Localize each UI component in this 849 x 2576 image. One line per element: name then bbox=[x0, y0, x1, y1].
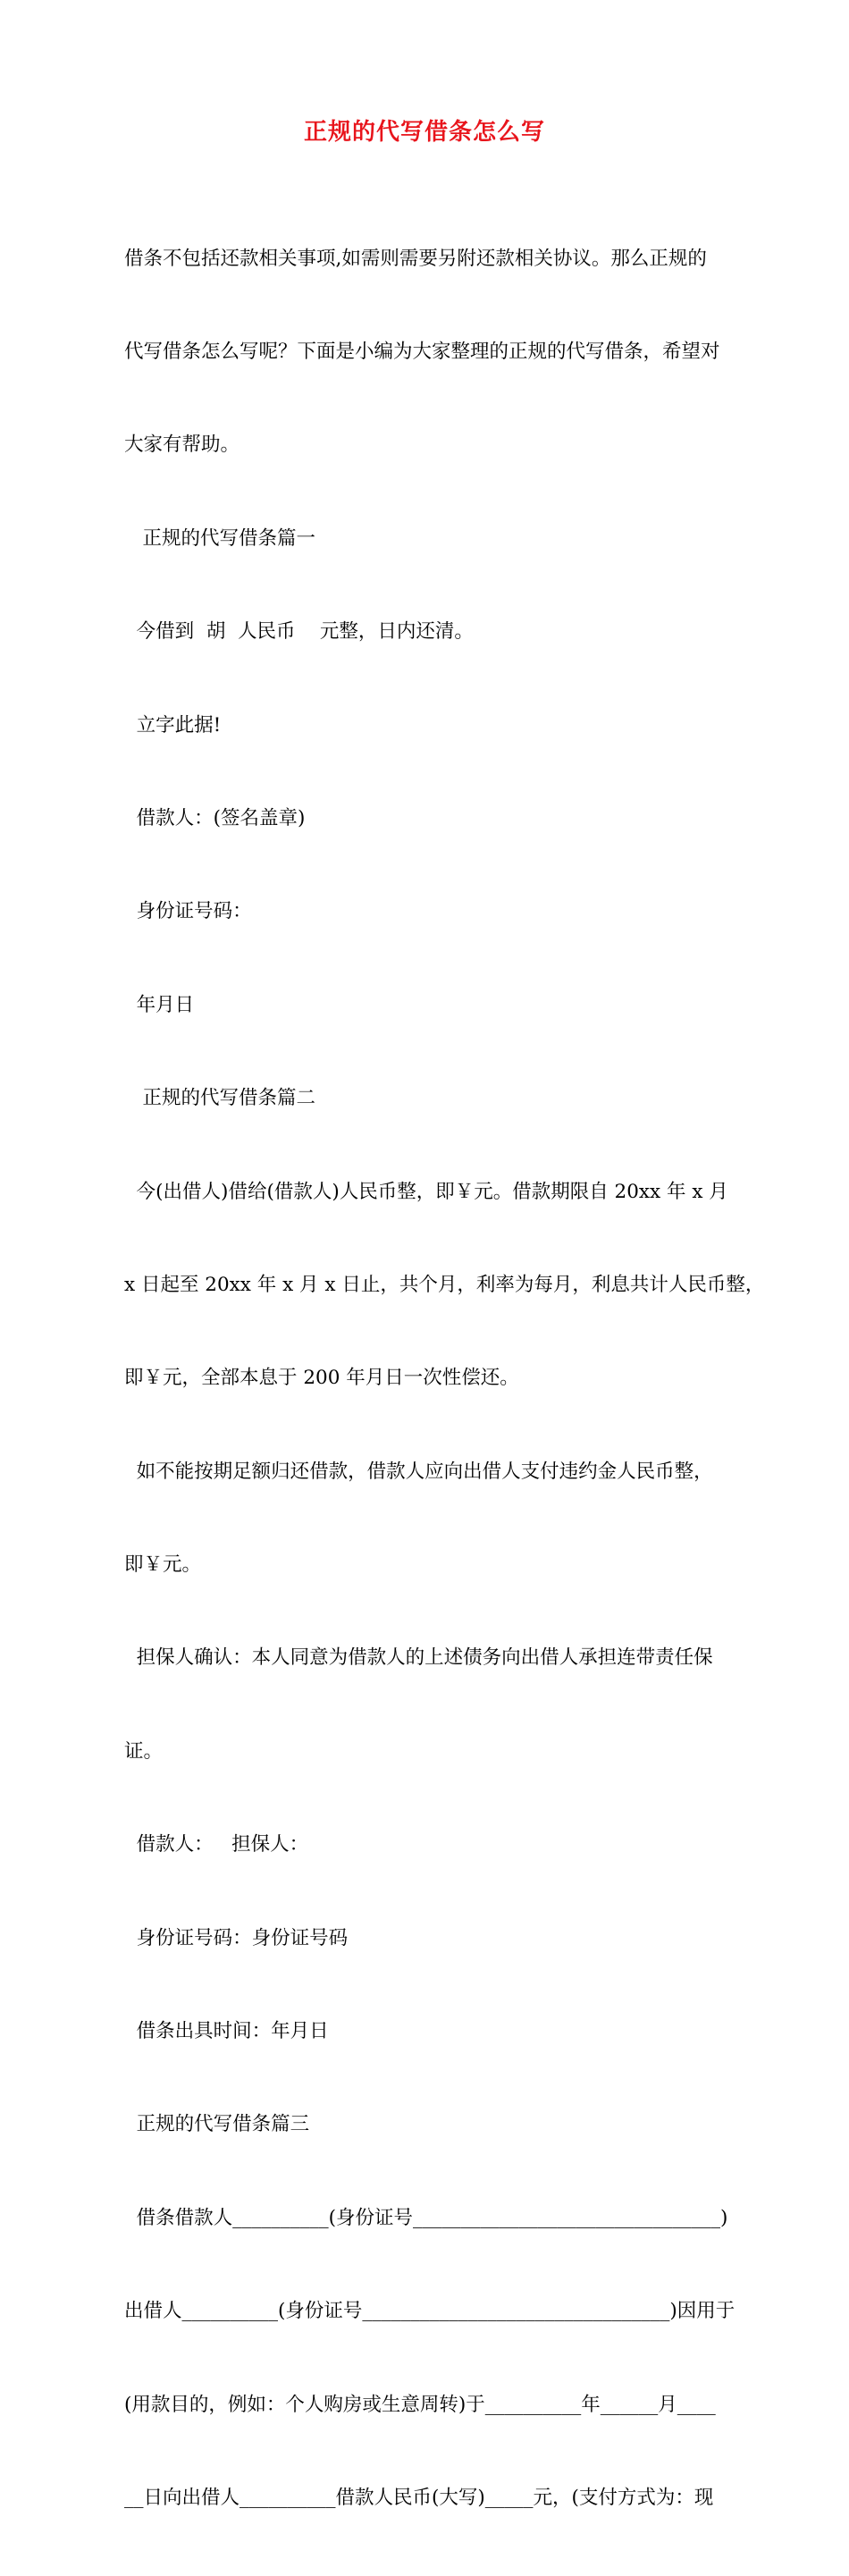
section-heading-1: 正规的代写借条篇一 bbox=[124, 526, 316, 550]
document-body bbox=[124, 181, 765, 2576]
paragraph-line: 大家有帮助。 bbox=[124, 434, 240, 457]
section-heading-3: 正规的代写借条篇三 bbox=[124, 2113, 310, 2136]
paragraph-line: 借款人：(签名盖章) bbox=[124, 806, 306, 829]
paragraph-line: 身份证号码：身份证号码 bbox=[124, 1926, 349, 1949]
paragraph-line: 立字此据! bbox=[124, 713, 222, 737]
paragraph-line: 如不能按期足额归还借款，借款人应向出借人支付违约金人民币整， bbox=[124, 1460, 713, 1483]
paragraph-line: 借条借款人__________(身份证号________________________________) bbox=[124, 2206, 728, 2229]
paragraph-line: 即￥元，全部本息于 200 年月日一次性偿还。 bbox=[124, 1367, 519, 1390]
paragraph-line: x 日起至 20xx 年 x 月 x 日止，共个月，利率为每月，利息共计人民币整， bbox=[124, 1273, 765, 1296]
paragraph-line: 担保人确认：本人同意为借款人的上述债务向出借人承担连带责任保 bbox=[124, 1646, 713, 1670]
paragraph-line: 借条不包括还款相关事项,如需则需要另附还款相关协议。那么正规的 bbox=[124, 247, 707, 270]
paragraph-line: __日向出借人__________借款人民币(大写)_____元，(支付方式为：现 bbox=[124, 2486, 714, 2509]
paragraph-line: (用款目的，例如：个人购房或生意周转)于__________年______月____ bbox=[124, 2393, 716, 2416]
paragraph-line: 借款人： 担保人： bbox=[124, 1833, 309, 1856]
section-heading-2: 正规的代写借条篇二 bbox=[124, 1087, 316, 1110]
paragraph-line: 证。 bbox=[124, 1739, 164, 1763]
paragraph-line: 今(出借人)借给(借款人)人民币整，即￥元。借款期限自 20xx 年 x 月 bbox=[124, 1180, 728, 1203]
paragraph-line: 身份证号码： bbox=[124, 900, 252, 923]
paragraph-line: 今借到 胡 人民币 元整，日内还清。 bbox=[124, 620, 474, 644]
document-title: 正规的代写借条怎么写 bbox=[303, 119, 545, 146]
paragraph-line: 出借人__________(身份证号________________________________)因用于 bbox=[124, 2300, 736, 2323]
paragraph-line: 借条出具时间：年月日 bbox=[124, 2020, 329, 2043]
paragraph-line: 即￥元。 bbox=[124, 1553, 202, 1577]
paragraph-line: 年月日 bbox=[124, 993, 195, 1016]
paragraph-line: 代写借条怎么写呢？下面是小编为大家整理的正规的代写借条，希望对 bbox=[124, 340, 720, 363]
